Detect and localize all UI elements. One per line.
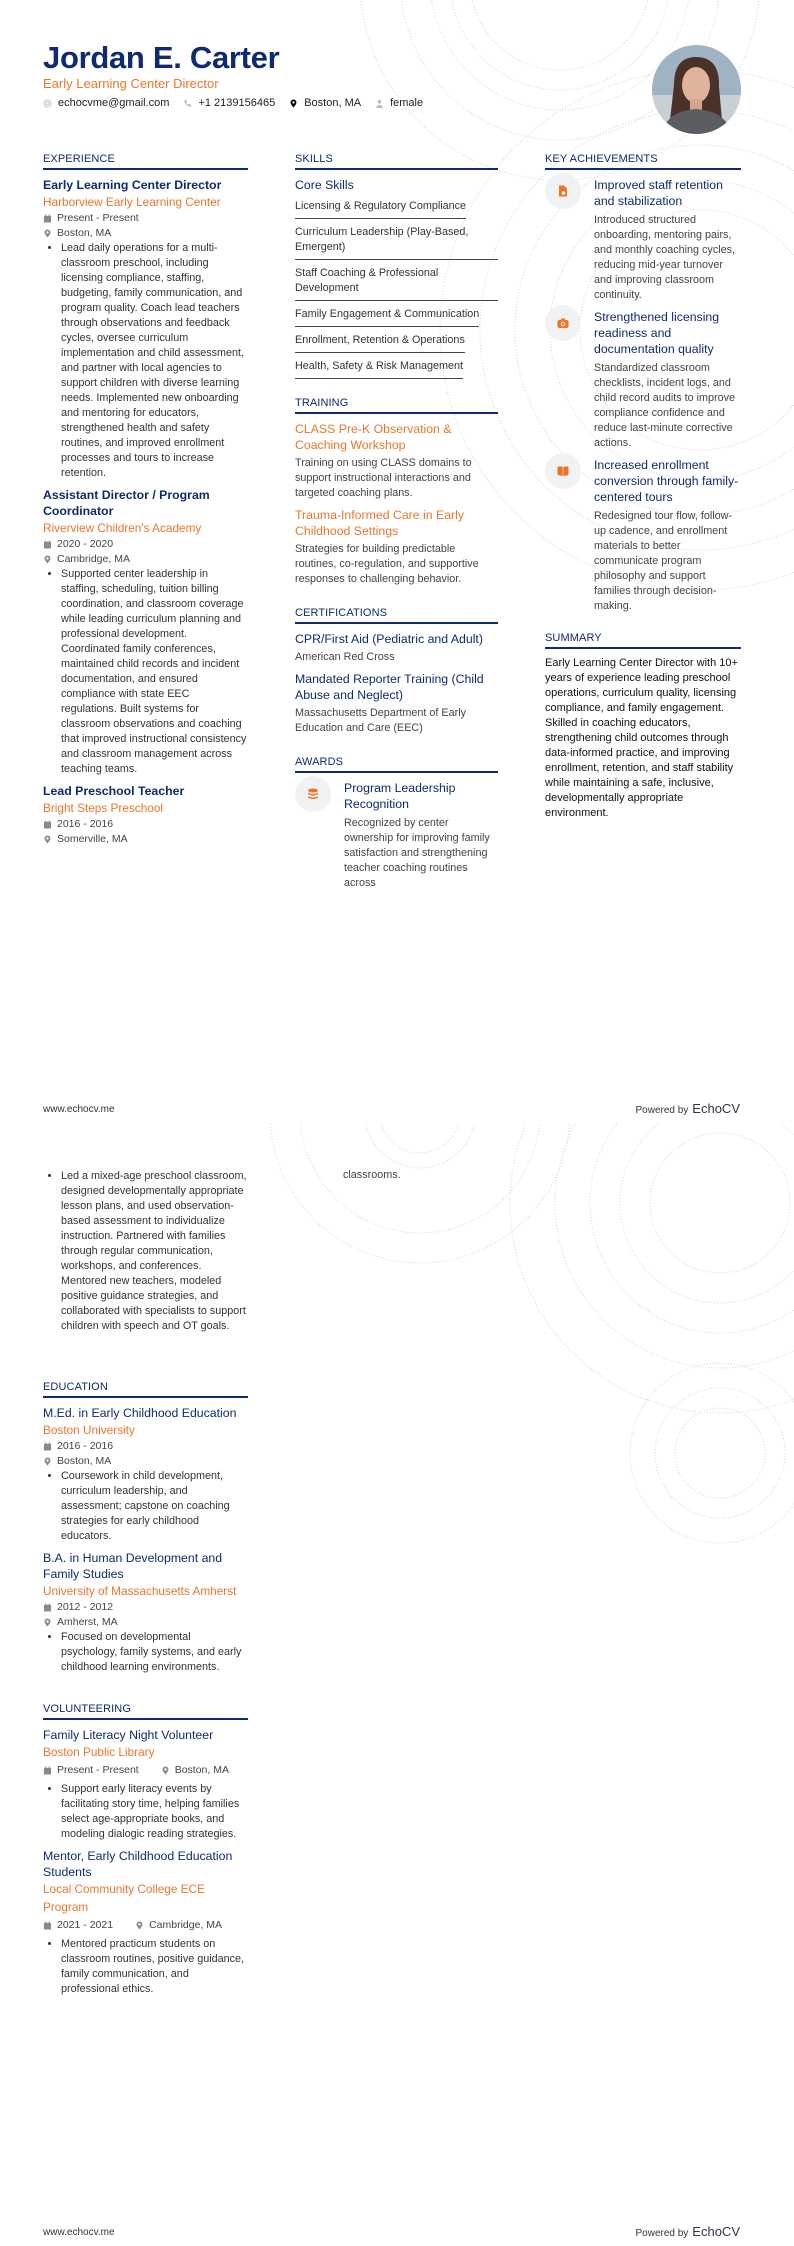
- meta-text: Boston, MA: [174, 1764, 229, 1776]
- section-heading: CERTIFICATIONS: [295, 607, 498, 624]
- certification-issuer: Massachusetts Department of Early Education and Care (EEC): [295, 707, 467, 734]
- bullet-list: [43, 241, 248, 481]
- footer-powered-by: [635, 1101, 740, 1116]
- meta-calendar: [43, 211, 248, 226]
- resume-page-2: [0, 1123, 794, 2246]
- section-heading: TRAINING: [295, 397, 498, 414]
- meta-location-pin: [43, 1615, 248, 1630]
- meta-calendar: [43, 1918, 113, 1933]
- file-icon: [557, 185, 569, 197]
- icon-badge: [295, 776, 331, 812]
- meta-row: [43, 1763, 248, 1778]
- calendar-icon: [43, 540, 52, 549]
- certification-title: CPR/First Aid (Pediatric and Adult): [295, 632, 483, 646]
- experience-entry: [43, 487, 248, 777]
- volunteer-role: Family Literacy Night Volunteer: [43, 1728, 214, 1742]
- footer-website-link[interactable]: www.echocv.me: [43, 2227, 115, 2238]
- skill-item: Curriculum Leadership (Play-Based, Emergent): [295, 222, 498, 260]
- section-heading: SUMMARY: [545, 632, 741, 649]
- footer-website-link[interactable]: www.echocv.me: [43, 1104, 115, 1115]
- achievement-text: [594, 309, 741, 451]
- section-heading: SKILLS: [295, 153, 498, 170]
- candidate-title: Early Learning Center Director: [43, 76, 219, 91]
- brand-logo: EchoCV: [692, 2224, 740, 2239]
- location-pin-icon: [43, 229, 52, 238]
- bullet-list: [43, 1630, 248, 1675]
- contact-item: [183, 97, 275, 109]
- bullet-list: [43, 1169, 248, 1334]
- location-pin-icon: [161, 1766, 170, 1775]
- volunteering-entry: [43, 1848, 248, 1997]
- camera-icon: [557, 317, 569, 329]
- certification-title: Mandated Reporter Training (Child Abuse and Neglect): [295, 672, 484, 702]
- bullet-list: [43, 1469, 248, 1544]
- profile-photo: [652, 45, 741, 134]
- experience-section: [43, 153, 248, 853]
- bullet-item: • Coursework in child development, curriculum leadership, and assessment; capstone on coaching strategies for early childhood educators.: [61, 1469, 248, 1544]
- skill-group-title: Core Skills: [295, 178, 354, 192]
- experience-entry: [43, 783, 248, 847]
- certifications-section: [295, 607, 498, 742]
- bullet-list: [43, 567, 248, 777]
- footer-powered-by: [635, 2224, 740, 2239]
- degree: B.A. in Human Development and Family Studies: [43, 1551, 223, 1581]
- bullet-list: [43, 1782, 248, 1842]
- achievement-item: [545, 177, 741, 303]
- phone-icon: [183, 99, 192, 108]
- section-heading: AWARDS: [295, 756, 498, 773]
- bullet-item: • Support early literacy events by facilitating story time, helping families select age-appropriate books, and modeling dialogic reading strategies.: [61, 1782, 248, 1842]
- experience-continued: [43, 1169, 248, 1340]
- icon-badge: [545, 305, 581, 341]
- meta-text: Somerville, MA: [57, 833, 128, 845]
- person-icon: [375, 99, 384, 108]
- meta-text: Cambridge, MA: [57, 553, 130, 565]
- meta-text: 2021 - 2021: [57, 1919, 114, 1931]
- achievement-title: Program Leadership Recognition: [344, 781, 456, 811]
- meta-text: Present - Present: [57, 1764, 139, 1776]
- company-name: Harborview Early Learning Center: [43, 195, 221, 209]
- contact-text: echocvme@gmail.com: [58, 97, 170, 109]
- training-title: Trauma-Informed Care in Early Childhood Settings: [295, 508, 465, 538]
- meta-calendar: [43, 817, 248, 832]
- awards-section: [295, 756, 498, 897]
- meta-location-pin: [43, 832, 248, 847]
- company-name: Bright Steps Preschool: [43, 801, 163, 815]
- meta-calendar: [43, 1763, 139, 1778]
- contact-info: [43, 97, 423, 109]
- contact-text: female: [390, 97, 424, 109]
- meta-location-pin: [43, 552, 248, 567]
- education-entry: [43, 1550, 248, 1675]
- job-title: Early Learning Center Director: [43, 178, 222, 192]
- achievement-description: Redesigned tour flow, follow-up cadence, and enrollment materials to better communicate program philosophy and support families through decision-making.: [594, 510, 733, 612]
- school-name: Boston University: [43, 1423, 135, 1437]
- meta-text: 2016 - 2016: [57, 818, 114, 830]
- icon-badge: [545, 173, 581, 209]
- powered-by-label: Powered by: [635, 2228, 689, 2239]
- bullet-item: • Supported center leadership in staffing, scheduling, tuition billing coordination, and classroom coverage while leading curriculum planning and professional development. Coordinated family conferences, maintained child records and incident documentation, and ensured compliance with state EEC regulations. Built systems for classroom observations and coaching that improved instructional consistency and classroom management across teaching teams.: [61, 567, 248, 777]
- bullet-item: • Mentored practicum students on classroom routines, positive guidance, family communication, and professional ethics.: [61, 1937, 248, 1997]
- achievement-text: [594, 457, 741, 614]
- meta-text: Amherst, MA: [57, 1616, 118, 1628]
- skills-section: [295, 153, 498, 382]
- meta-row: [43, 1918, 248, 1933]
- job-title: Lead Preschool Teacher: [43, 784, 185, 798]
- achievement-description: Recognized by center ownership for improving family satisfaction and strengthening teacher coaching routines across: [344, 817, 490, 889]
- volunteer-role: Mentor, Early Childhood Education Students: [43, 1849, 233, 1879]
- bullet-item: • Led a mixed-age preschool classroom, designed developmentally appropriate lesson plans, and used observation-based assessment to individualize instruction. Partnered with families through regular communication, workshops, and conferences. Mentored new teachers, modeled positive guidance strategies, and collaborated with specialists to support children with speech and OT goals.: [61, 1169, 248, 1334]
- skill-item: Enrollment, Retention & Operations: [295, 330, 465, 353]
- organization-name: Boston Public Library: [43, 1745, 155, 1759]
- meta-location-pin: [43, 226, 248, 241]
- calendar-icon: [43, 1766, 52, 1775]
- contact-item: [43, 97, 169, 109]
- achievement-text: [594, 177, 741, 303]
- contact-item: [289, 97, 361, 109]
- at-icon: [43, 99, 52, 108]
- meta-text: 2016 - 2016: [57, 1440, 114, 1452]
- meta-text: Boston, MA: [57, 1455, 112, 1467]
- bullet-item: • Lead daily operations for a multi-classroom preschool, including licensing compliance, staffing, budgeting, family communication, and program quality. Coach lead teachers through observations and feedback cycles, oversee curriculum implementation and child assessment, and partner with local agencies to support children with diverse learning needs. Implemented new onboarding and mentoring for educators, strengthened health and safety routines, and improved enrollment processes and tours to increase retention.: [61, 241, 248, 481]
- location-pin-icon: [43, 1457, 52, 1466]
- contact-text: Boston, MA: [304, 97, 362, 109]
- meta-calendar: [43, 1600, 248, 1615]
- location-pin-icon: [135, 1921, 144, 1930]
- meta-text: 2012 - 2012: [57, 1601, 114, 1613]
- meta-text: Present - Present: [57, 212, 139, 224]
- achievement-description: Standardized classroom checklists, incident logs, and child record audits to improve compliance confidence and reduce last-minute corrective actions.: [594, 362, 736, 449]
- meta-location-pin: [161, 1763, 229, 1778]
- education-entry: [43, 1405, 248, 1544]
- summary-section: [545, 632, 741, 821]
- training-description: Strategies for building predictable routines, co-regulation, and supportive responses to challenging behavior.: [295, 543, 479, 585]
- bullet-list: [43, 1937, 248, 1997]
- section-heading: KEY ACHIEVEMENTS: [545, 153, 741, 170]
- skill-item: Family Engagement & Communication: [295, 304, 479, 327]
- meta-calendar: [43, 537, 248, 552]
- section-heading: EXPERIENCE: [43, 153, 248, 170]
- calendar-icon: [43, 820, 52, 829]
- achievement-description: Introduced structured onboarding, mentoring pairs, and monthly coaching cycles, reducing mid-year turnover and improving classroom continuity.: [594, 214, 736, 301]
- location-pin-icon: [43, 835, 52, 844]
- calendar-icon: [43, 1603, 52, 1612]
- calendar-icon: [43, 1921, 52, 1930]
- school-name: University of Massachusetts Amherst: [43, 1584, 237, 1598]
- contact-item: [375, 97, 423, 109]
- bullet-item: • Focused on developmental psychology, family systems, and early childhood learning environments.: [61, 1630, 248, 1675]
- volunteering-section: [43, 1703, 248, 2003]
- brand-logo: EchoCV: [692, 1101, 740, 1116]
- meta-location-pin: [135, 1918, 222, 1933]
- meta-text: Cambridge, MA: [149, 1919, 223, 1931]
- certification-issuer: American Red Cross: [295, 651, 395, 663]
- training-section: [295, 397, 498, 593]
- award-item: [295, 780, 498, 891]
- location-pin-icon: [43, 555, 52, 564]
- training-title: CLASS Pre-K Observation & Coaching Workshop: [295, 422, 452, 452]
- skill-item: Health, Safety & Risk Management: [295, 356, 463, 379]
- calendar-icon: [43, 214, 52, 223]
- contact-text: +1 2139156465: [198, 97, 276, 109]
- section-heading: VOLUNTEERING: [43, 1703, 248, 1720]
- degree: M.Ed. in Early Childhood Education: [43, 1406, 237, 1420]
- job-title: Assistant Director / Program Coordinator: [43, 488, 210, 518]
- book-icon: [557, 465, 569, 477]
- powered-by-label: Powered by: [635, 1105, 689, 1116]
- achievement-item: [545, 309, 741, 451]
- summary-text: Early Learning Center Director with 10+ years of experience leading preschool operations, curriculum quality, licensing compliance, and family engagement. Skilled in coaching educators, strengthening child outcomes through data-informed practice, and improving enrollment, retention, and staff stability while maintaining a safe, inclusive, developmentally appropriate environment.: [545, 657, 738, 819]
- achievement-title: Strengthened licensing readiness and documentation quality: [594, 310, 720, 356]
- calendar-icon: [43, 1442, 52, 1451]
- organization-name: Local Community College ECE Program: [43, 1882, 205, 1914]
- company-name: Riverview Children's Academy: [43, 521, 202, 535]
- meta-calendar: [43, 1439, 248, 1454]
- meta-text: Boston, MA: [57, 227, 112, 239]
- key-achievements-section: [545, 153, 741, 620]
- training-description: Training on using CLASS domains to support instructional interactions and targeted coaching plans.: [295, 457, 472, 499]
- skill-item: Licensing & Regulatory Compliance: [295, 196, 466, 219]
- volunteering-entry: [43, 1727, 248, 1842]
- achievement-title: Increased enrollment conversion through family-centered tours: [594, 458, 739, 504]
- section-heading: EDUCATION: [43, 1381, 248, 1398]
- achievement-item: [545, 457, 741, 614]
- coins-icon: [307, 788, 319, 800]
- skill-item: Staff Coaching & Professional Development: [295, 263, 498, 301]
- location-pin-icon: [289, 99, 298, 108]
- achievement-text: [344, 780, 498, 891]
- candidate-name: Jordan E. Carter: [43, 40, 280, 75]
- award-description-continued: classrooms.: [343, 1169, 401, 1181]
- location-pin-icon: [43, 1618, 52, 1627]
- achievement-title: Improved staff retention and stabilization: [594, 178, 723, 208]
- experience-entry: [43, 177, 248, 481]
- education-section: [43, 1381, 248, 1681]
- icon-badge: [545, 453, 581, 489]
- meta-text: 2020 - 2020: [57, 538, 114, 550]
- meta-location-pin: [43, 1454, 248, 1469]
